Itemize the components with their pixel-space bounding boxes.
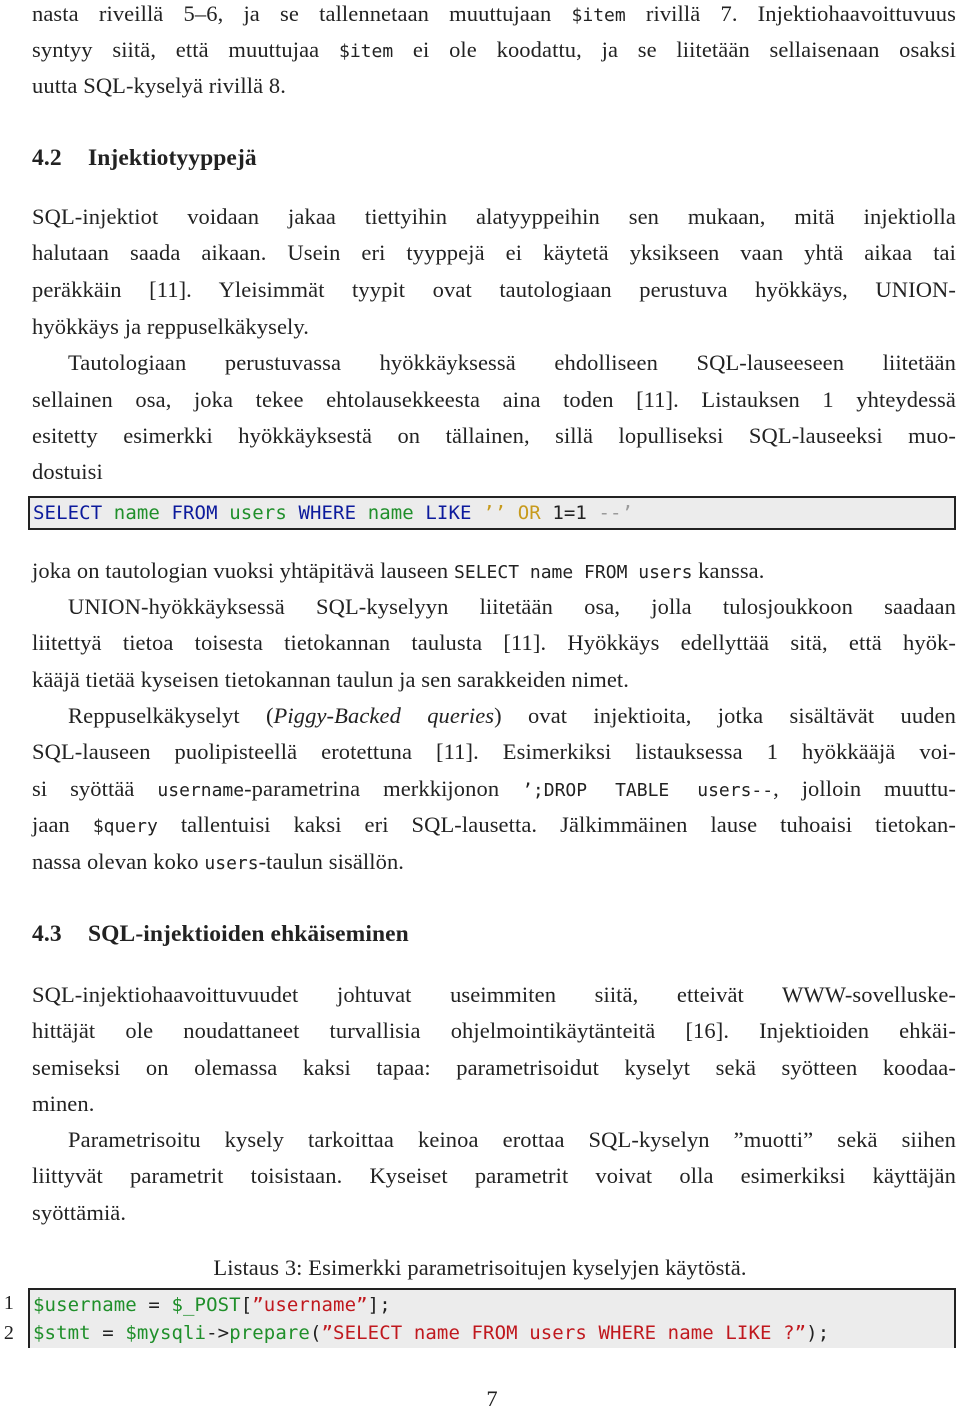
- code-line-number: 1: [3, 1292, 14, 1314]
- inline-code: $item: [571, 5, 626, 26]
- paragraph-line: jaan $query tallentuisi kaksi eri SQL-lausetta. Jälkimmäinen lause tuhoaisi tietokan-: [32, 812, 956, 837]
- paragraph-line: Parametrisoitu kysely tarkoittaa keinoa erottaa SQL-kyselyn ”muotti” sekä siihen: [68, 1127, 956, 1152]
- paragraph-line: halutaan saada aikaan. Usein eri tyyppejä ei käytetä yksikseen vaan yhtä aikaa tai: [32, 240, 956, 265]
- inline-code: $item: [339, 41, 394, 62]
- intro-line-2: syntyy siitä, että muuttujaa $item ei ole koodattu, ja se liitetään sellaisenaan osaksi: [32, 37, 956, 62]
- paragraph-line: peräkkäin [11]. Yleisimmät tyypit ovat tautologiaan perustuva hyökkäys, UNION-: [32, 277, 956, 302]
- section-heading-4-3: [32, 916, 409, 952]
- paragraph-line: Tautologiaan perustuvassa hyökkäyksessä ehdolliseen SQL-lauseeseen liitetään: [68, 350, 956, 375]
- inline-code: ’;DROP TABLE users--: [522, 780, 774, 801]
- intro-line-3: uutta SQL-kyselyä rivillä 8.: [32, 73, 287, 98]
- section-number: 4.2: [32, 145, 62, 171]
- listing-caption: Listaus 3: Esimerkki parametrisoitujen kyselyjen käytöstä.: [213, 1255, 747, 1280]
- paragraph-line: SQL-injektiohaavoittuvuudet johtuvat useimmiten siitä, etteivät WWW-sovelluske-: [32, 982, 956, 1007]
- page-number: 7: [486, 1386, 498, 1411]
- paragraph-line: Reppuselkäkyselyt (Piggy-Backed queries) ovat injektioita, jotka sisältävät uuden: [68, 703, 956, 728]
- paragraph-line: nassa olevan koko users-taulun sisällön.: [32, 849, 405, 874]
- paragraph-line: esitetty esimerkki hyökkäyksestä on tällainen, sillä lopulliseksi SQL-lauseeksi muo-: [32, 423, 956, 448]
- paragraph-line: minen.: [32, 1091, 95, 1116]
- paragraph-line: kääjä tietää kyseisen tietokannan taulun ja sen sarakkeiden nimet.: [32, 667, 630, 692]
- inline-code: username: [157, 780, 245, 801]
- paragraph-line: hyökkäys ja reppuselkäkysely.: [32, 314, 309, 339]
- section-title: Injektiotyyppejä: [88, 145, 257, 171]
- paragraph-line: SQL-injektiot voidaan jakaa tiettyihin alatyyppeihin sen mukaan, mitä injektiolla: [32, 204, 956, 229]
- inline-code: SELECT name FROM users: [454, 562, 693, 583]
- paragraph-line: dostuisi: [32, 459, 103, 484]
- intro-line-1: nasta riveillä 5–6, ja se tallennetaan muuttujaan $item rivillä 7. Injektiohaavoittuvuus: [32, 1, 957, 26]
- inline-code: $query: [92, 816, 158, 837]
- paragraph-line: liitettyä tietoa toisesta tietokannan taulusta [11]. Hyökkäys edellyttää sitä, että hyök-: [32, 630, 956, 655]
- paragraph-line: joka on tautologian vuoksi yhtäpitävä lauseen SELECT name FROM users kanssa.: [32, 558, 765, 583]
- code-snippet-tautology: SELECT name FROM users WHERE name LIKE ’’ OR 1=1 --’: [28, 496, 956, 530]
- paragraph-line: SQL-lauseen puolipisteellä erotettuna [11]. Esimerkiksi listauksessa 1 hyökkääjä voi-: [32, 739, 956, 764]
- paragraph-line: sellainen osa, joka tekee ehtolausekkeesta aina toden [11]. Listauksen 1 yhteydessä: [32, 387, 956, 412]
- section-number: 4.3: [32, 921, 62, 947]
- inline-code: users: [204, 853, 259, 874]
- code-line-number: 2: [3, 1322, 14, 1344]
- code-line: $username = $_POST[”username”];: [28, 1288, 956, 1318]
- code-line: $stmt = $mysqli->prepare(”SELECT name FROM users WHERE name LIKE ?”);: [28, 1318, 956, 1348]
- paragraph-line: semiseksi on olemassa kaksi tapaa: parametrisoidut kyselyt sekä syötteen koodaa-: [32, 1055, 956, 1080]
- section-heading-4-2: [32, 140, 257, 176]
- paragraph-line: liittyvät parametrit toisistaan. Kyseiset parametrit voivat olla esimerkiksi käyttäjän: [32, 1163, 956, 1188]
- paragraph-line: syöttämiä.: [32, 1200, 127, 1225]
- paragraph-line: hittäjät ole noudattaneet turvallisia ohjelmointikäytänteitä [16]. Injektioiden ehkäi-: [32, 1018, 956, 1043]
- paragraph-line: si syöttää username-parametrina merkkijonon ’;DROP TABLE users--, jolloin muuttu-: [32, 776, 956, 801]
- section-title: SQL-injektioiden ehkäiseminen: [88, 921, 409, 947]
- paragraph-line: UNION-hyökkäyksessä SQL-kyselyyn liitetään osa, jolla tulosjoukkoon saadaan: [68, 594, 956, 619]
- italic-term: Piggy-Backed queries: [273, 703, 495, 728]
